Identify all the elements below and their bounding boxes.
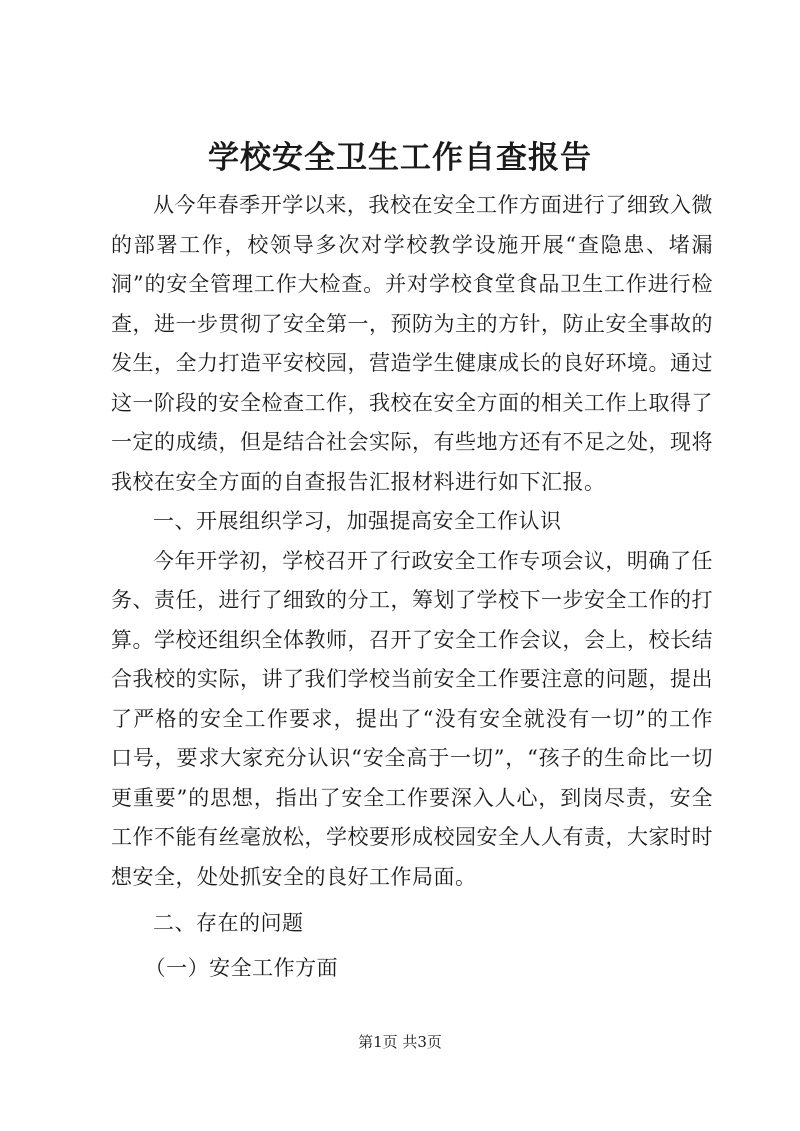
section-heading-2: 二、存在的问题: [153, 911, 304, 935]
page-indicator: 第1页 共3页: [358, 1033, 442, 1051]
document-body: [111, 186, 713, 988]
subsection-heading-1: （一）安全工作方面: [144, 955, 339, 980]
section-1-paragraph: 今年开学初，学校召开了行政安全工作专项会议，明确了任务、责任，进行了细致的分工，筹划了学校下一步安全工作的打算。学校还组织全体教师，召开了安全工作会议，会上，校长结合我校的实际，讲了我们学校当前安全工作要注意的问题，提出了严格的安全工作要求，提出了“没有安全就没有一切”的工作口号，要求大家充分认识“安全高于一切”，“孩子的生命比一切更重要”的思想，指出了安全工作要深入人心，到岗尽责，安全工作不能有丝毫放松，学校要形成校园安全人人有责，大家时时想安全，处处抓安全的良好工作局面。: [111, 548, 713, 889]
document-title: 学校安全卫生工作自查报告: [208, 140, 592, 176]
section-heading-1: 一、开展组织学习，加强提高安全工作认识: [153, 509, 562, 533]
intro-paragraph: 从今年春季开学以来，我校在安全工作方面进行了细致入微的部署工作，校领导多次对学校教学设施开展“查隐患、堵漏洞”的安全管理工作大检查。并对学校食堂食品卫生工作进行检查，进一步贯彻了安全第一，预防为主的方针，防止安全事故的发生，全力打造平安校园，营造学生健康成长的良好环境。通过这一阶段的安全检查工作，我校在安全方面的相关工作上取得了一定的成绩，但是结合社会实际，有些地方还有不足之处，现将我校在安全方面的自查报告汇报材料进行如下汇报。: [111, 193, 713, 494]
